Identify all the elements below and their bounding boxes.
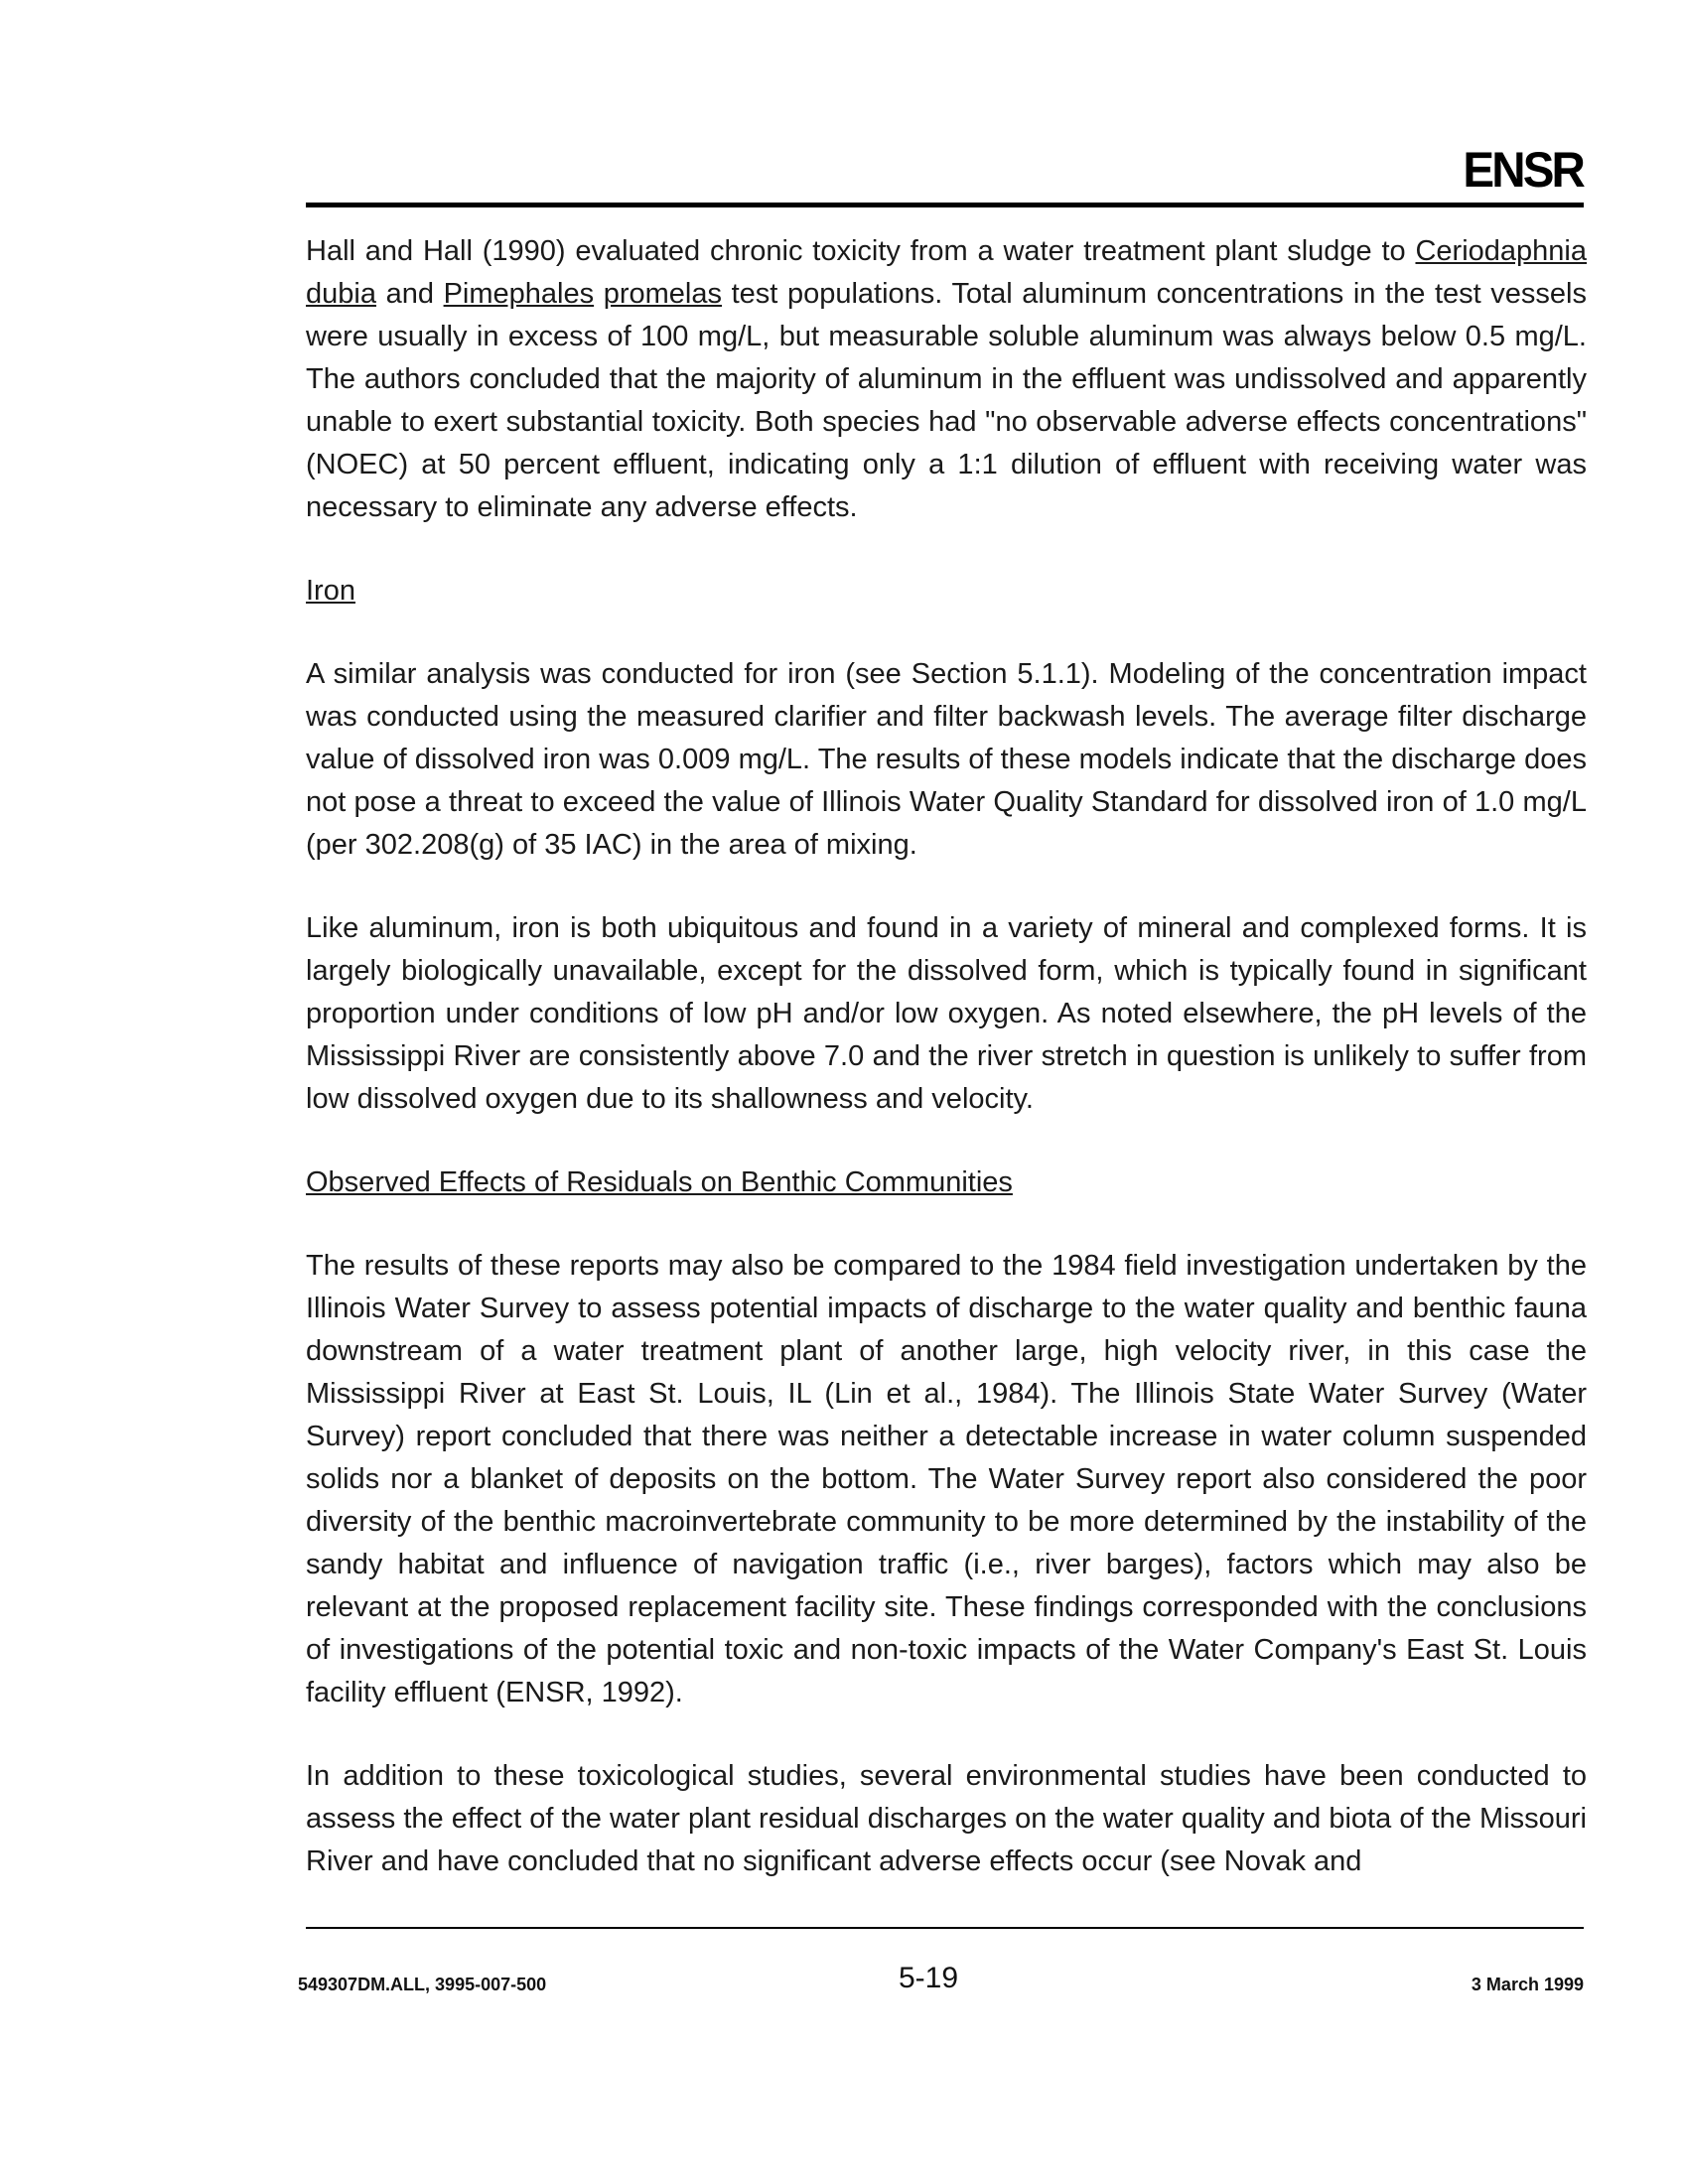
footer-doc-id: 549307DM.ALL, 3995-007-500	[298, 1975, 547, 1994]
species-name: Ceriodaphnia	[1415, 235, 1587, 267]
heading-iron: Iron	[306, 575, 355, 607]
body-text	[306, 230, 1587, 1883]
page-number: 5-19	[899, 1962, 959, 1994]
heading-benthic-communities: Observed Effects of Residuals on Benthic Communities	[306, 1166, 1013, 1198]
paragraph-missouri-studies: In addition to these toxicological studies, several environmental studies have been conducted to assess the effect of the water plant residual discharges on the water quality and biota of the Missouri River and have concluded that no significant adverse effects occur (see Novak and	[306, 1760, 1587, 1877]
footer-rule	[306, 1927, 1584, 1929]
ensr-logo: ENSR	[1463, 142, 1583, 198]
paragraph-iron-analysis: A similar analysis was conducted for iron (see Section 5.1.1). Modeling of the concentration impact was conducted using the measured clarifier and filter backwash levels. The average filter discharge value of dissolved iron was 0.009 mg/L. The results of these models indicate that the discharge does not pose a threat to exceed the value of Illinois Water Quality Standard for dissolved iron of 1.0 mg/L (per 302.208(g) of 35 IAC) in the area of mixing.	[306, 658, 1587, 861]
paragraph-aluminum-toxicity: Hall and Hall (1990) evaluated chronic toxicity from a water treatment plant sludge to Ceriodaphnia dubia and Pimephales promelas test populations. Total aluminum concentrations in the test vessels were usually in excess of 100 mg/L, but measurable soluble aluminum was always below 0.5 mg/L. The authors concluded that the majority of aluminum in the effluent was undissolved and apparently unable to exert substantial toxicity. Both species had "no observable adverse effects concentrations" (NOEC) at 50 percent effluent, indicating only a 1:1 dilution of effluent with receiving water was necessary to eliminate any adverse effects.	[306, 235, 1588, 523]
paragraph-benthic-results: The results of these reports may also be compared to the 1984 field investigation undertaken by the Illinois Water Survey to assess potential impacts of discharge to the water quality and benthic fauna downstream of a water treatment plant of another large, high velocity river, in this case the Mississippi River at East St. Louis, IL (Lin et al., 1984). The Illinois State Water Survey (Water Survey) report concluded that there was neither a detectable increase in water column suspended solids nor a blanket of deposits on the bottom. The Water Survey report also considered the poor diversity of the benthic macroinvertebrate community to be more determined by the instability of the sandy habitat and influence of navigation traffic (i.e., river barges), factors which may also be relevant at the proposed replacement facility site. These findings corresponded with the conclusions of investigations of the potential toxic and non-toxic impacts of the Water Company's East St. Louis facility effluent (ENSR, 1992).	[306, 1250, 1587, 1708]
species-name: promelas	[603, 278, 722, 310]
species-name: Pimephales	[443, 278, 595, 310]
header-rule	[306, 203, 1584, 207]
paragraph-iron-availability: Like aluminum, iron is both ubiquitous and found in a variety of mineral and complexed forms. It is largely biologically unavailable, except for the dissolved form, which is typically found in significant proportion under conditions of low pH and/or low oxygen. As noted elsewhere, the pH levels of the Mississippi River are consistently above 7.0 and the river stretch in question is unlikely to suffer from low dissolved oxygen due to its shallowness and velocity.	[306, 912, 1587, 1115]
species-name: dubia	[306, 278, 376, 310]
footer-date: 3 March 1999	[1471, 1975, 1584, 1994]
